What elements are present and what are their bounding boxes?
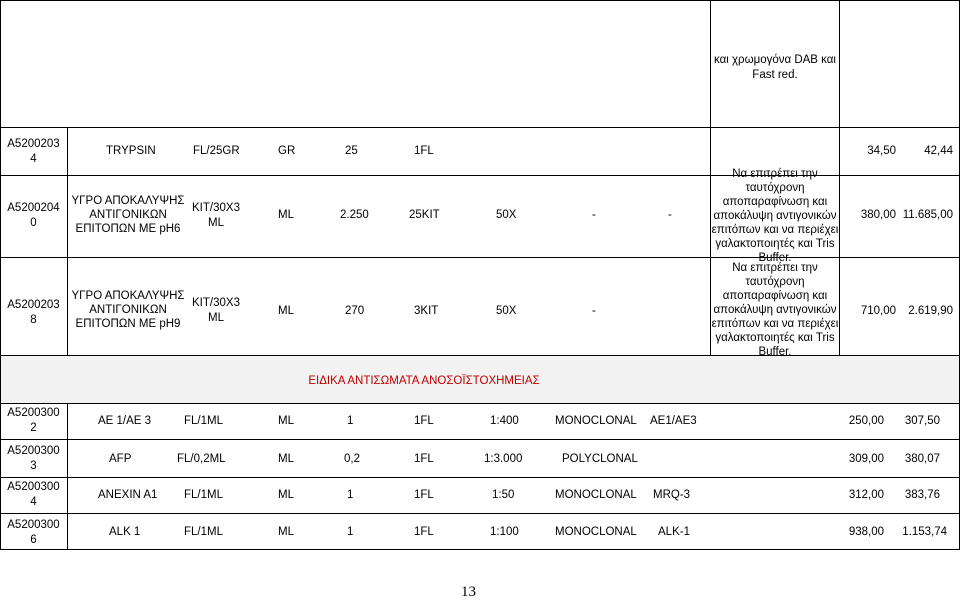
product-unit: ML — [278, 526, 294, 538]
product-clone: AE1/AE3 — [650, 415, 697, 427]
product-unit: ML — [278, 305, 294, 317]
product-code-suffix: 4 — [30, 153, 37, 165]
product-total: 2.619,90 — [908, 305, 953, 317]
product-count: 1FL — [414, 415, 434, 427]
product-dilution: 50X — [496, 209, 517, 221]
product-code: A5200300 — [7, 407, 60, 419]
product-count: 1FL — [414, 145, 434, 157]
product-name: AE 1/AE 3 — [98, 415, 152, 427]
product-dilution: 1:50 — [492, 489, 515, 501]
product-count: 1FL — [414, 453, 434, 465]
product-qty: 1 — [347, 526, 354, 538]
product-description-line: επιτόπων και να περιέχει — [711, 224, 839, 236]
product-description-line: Buffer. — [758, 346, 792, 358]
product-dilution: 1:3.000 — [484, 453, 523, 465]
product-total: 383,76 — [904, 489, 940, 501]
product-code-suffix: 6 — [30, 534, 37, 546]
product-description-line: ταυτόχρονη — [745, 276, 805, 288]
product-price: 380,00 — [860, 209, 896, 221]
product-price: 710,00 — [860, 305, 896, 317]
product-name-line: ΥΓΡΟ ΑΠΟΚΑΛΥΨΗΣ — [71, 290, 185, 302]
product-name-line: ΥΓΡΟ ΑΠΟΚΑΛΥΨΗΣ — [71, 195, 185, 207]
product-code-suffix: 0 — [30, 217, 37, 229]
product-unit: ML — [278, 489, 294, 501]
product-total: 1.153,74 — [902, 526, 947, 538]
product-total: 307,50 — [904, 415, 940, 427]
product-count: 3KIT — [414, 305, 439, 317]
product-unit: GR — [278, 145, 296, 157]
product-code: A5200300 — [7, 481, 60, 493]
product-pack: FL/0,2ML — [177, 453, 226, 465]
product-count: 1FL — [414, 489, 434, 501]
product-name: ANEXIN A1 — [98, 489, 158, 501]
product-code: A5200203 — [7, 299, 60, 311]
page-number: 13 — [461, 584, 476, 600]
product-name-line: ΕΠΙΤΟΠΩΝ ΜΕ pH9 — [75, 318, 181, 330]
product-price: 34,50 — [867, 145, 896, 157]
product-unit: ML — [278, 453, 294, 465]
product-qty: 0,2 — [344, 453, 360, 465]
product-dilution: 50X — [496, 305, 517, 317]
product-description-line: γαλακτοποιητές και Tris — [715, 332, 835, 344]
product-code-suffix: 8 — [30, 314, 37, 326]
product-pack: FL/1ML — [184, 526, 223, 538]
product-type: MONOCLONAL — [555, 526, 637, 538]
product-description-line: αποκάλυψη αντιγονικών — [713, 210, 837, 222]
product-type: MONOCLONAL — [555, 415, 637, 427]
product-pack: FL/1ML — [184, 415, 223, 427]
product-name: ALK 1 — [109, 526, 141, 538]
product-dilution: 1:100 — [490, 526, 519, 538]
product-name: AFP — [109, 453, 132, 465]
product-price: 312,00 — [848, 489, 884, 501]
product-description-line: επιτόπων και να περιέχει — [711, 318, 839, 330]
product-unit: ML — [278, 415, 294, 427]
product-qty: 1 — [347, 415, 354, 427]
product-pack-line: KIT/30X3 — [192, 202, 240, 214]
product-clone: ALK-1 — [658, 526, 690, 538]
product-code-suffix: 3 — [30, 460, 37, 472]
product-type: - — [592, 209, 596, 221]
product-pack-line: ML — [208, 312, 224, 324]
product-count: 1FL — [414, 526, 434, 538]
product-description-line: Buffer. — [758, 252, 792, 264]
product-clone: MRQ-3 — [653, 489, 691, 501]
product-pack: FL/25GR — [193, 145, 240, 157]
product-qty: 25 — [345, 145, 358, 157]
product-total: 380,07 — [904, 453, 940, 465]
section-title: ΕΙΔΙΚΑ ΑΝΤΙΣΩΜΑΤΑ ΑΝΟΣΟΪΣΤΟΧΗΜΕΙΑΣ — [308, 375, 540, 387]
product-name-line: ΑΝΤΙΓΟΝΙΚΩΝ — [89, 304, 167, 316]
product-price: 938,00 — [848, 526, 884, 538]
product-pack-line: KIT/30X3 — [192, 297, 240, 309]
top-note-line-2: Fast red. — [752, 69, 798, 81]
product-description-line: αποπαραφίνωση και — [722, 290, 828, 302]
product-pack: FL/1ML — [184, 489, 223, 501]
product-code: A5200203 — [7, 138, 60, 150]
product-code: A5200300 — [7, 519, 60, 531]
product-description-line: γαλακτοποιητές και Tris — [715, 238, 835, 250]
product-code: A5200204 — [7, 202, 60, 214]
product-total: 42,44 — [924, 145, 953, 157]
product-qty: 270 — [345, 305, 365, 317]
product-dilution: 1:400 — [490, 415, 519, 427]
product-unit: ML — [278, 209, 294, 221]
product-price: 250,00 — [848, 415, 884, 427]
product-code: A5200300 — [7, 445, 60, 457]
product-description-line: Να επιτρέπει την — [732, 168, 818, 180]
product-pack-line: ML — [208, 217, 224, 229]
product-qty: 1 — [347, 489, 354, 501]
product-name: TRYPSIN — [106, 145, 156, 157]
product-description-line: αποκάλυψη αντιγονικών — [713, 304, 837, 316]
product-description-line: αποπαραφίνωση και — [722, 196, 828, 208]
product-type: POLYCLONAL — [562, 453, 638, 465]
product-description-line: ταυτόχρονη — [745, 182, 805, 194]
product-total: 11.685,00 — [902, 209, 953, 221]
top-note-line-1: και χρωμογόνα DAB και — [714, 54, 836, 66]
product-description-line: Να επιτρέπει την — [732, 262, 818, 274]
product-price: 309,00 — [848, 453, 884, 465]
product-code-suffix: 2 — [30, 422, 37, 434]
product-type: MONOCLONAL — [555, 489, 637, 501]
product-type: - — [592, 305, 596, 317]
product-name-line: ΑΝΤΙΓΟΝΙΚΩΝ — [89, 209, 167, 221]
product-clone: - — [668, 209, 672, 221]
product-code-suffix: 4 — [30, 496, 37, 508]
product-count: 25KIT — [409, 209, 440, 221]
product-name-line: ΕΠΙΤΟΠΩΝ ΜΕ pH6 — [75, 223, 181, 235]
product-qty: 2.250 — [340, 209, 369, 221]
